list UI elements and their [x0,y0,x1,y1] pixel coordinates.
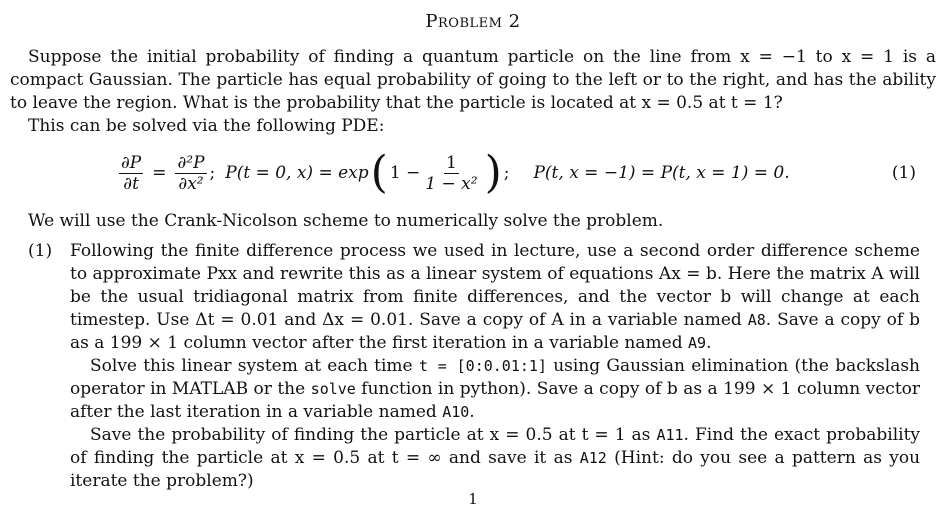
item-label: (1) [28,241,53,261]
subparagraph-2: Solve this linear system at each time t = [0:0.01:1] using Gaussian elimination (the backslash operator in MATLAB or the solve function in python). Save a copy of b as a 199 × 1 column vector after the last iteration in a variable named A10. [70,356,921,422]
var-a10: A10 [442,403,470,421]
var-a12: A12 [579,449,607,467]
problem-title: Problem 2 [425,11,521,32]
one-minus: 1 − [389,162,421,183]
intro-paragraph: Suppose the initial probability of finding a quantum particle on the line from x = −1 to x = 1 is a compact Gaussian. The particle has equal probability of going to the left or to the right, and has the ability to leave the region. What is the probability that the particle is located at x = 0.5 at t = 1? [10,47,936,113]
problem-list [28,240,920,493]
left-paren-icon: ( [370,147,388,198]
equals-sign: = [152,162,167,183]
var-a11: A11 [656,426,684,444]
crank-nicolson-sentence: We will use the Crank-Nicolson scheme to numerically solve the problem. [28,211,664,231]
var-a8: A8 [747,311,766,329]
d2p-dx2-fraction: $\frac{\text{∂²P}}{\text{∂x²}}$ [177,152,205,194]
boundary-condition: P(t, x = −1) = P(t, x = 1) = 0. [533,162,790,183]
initial-condition: P(t = 0, x) = exp [225,162,369,183]
right-paren-icon: ) [484,147,502,198]
page-number: 1 [468,490,478,508]
subparagraph-1: Following the finite difference process we used in lecture, use a second order difference scheme to approximate Pxx and rewrite this as a linear system of equations Ax = b. Here the matrix A will be the usual tridiagonal matrix from finite differences, and the vector b will change at each timestep. Use Δt = 0.01 and Δx = 0.01. Save a copy of A in a variable named A8. Save a copy of b as a 199 × 1 column vector after the first iteration in a variable named A9. [70,241,920,353]
subparagraph-3: Save the probability of finding the particle at x = 0.5 at t = 1 as A11. Find the exact probability of finding the particle at x = 0.5 at t = ∞ and save it as A12 (Hint: do you see a pattern as you iterate the problem?) [70,425,921,491]
equation-number: (1) [891,163,916,183]
solve-code: solve [310,380,356,398]
pde-intro: This can be solved via the following PDE: [28,116,385,136]
pde-equation: $\frac{\partial P}{\partial t}$ = $\frac{\text{∂²P}}{\text{∂x²}}$ ; P(t = 0, x) = exp ( 1 − $\frac{1}{\text{1 − x²}}$ ) ; P(t, x = −1) = P(t, x = 1) = 0. (1) [121,147,916,198]
inner-fraction: $\frac{1}{\text{1 − x²}}$ [425,152,478,194]
var-a9: A9 [688,334,707,352]
time-range-code: t = [0:0.01:1] [418,357,547,375]
item-body [70,240,920,493]
dp-dt-fraction: $\frac{\partial P}{\partial t}$ [121,152,142,194]
